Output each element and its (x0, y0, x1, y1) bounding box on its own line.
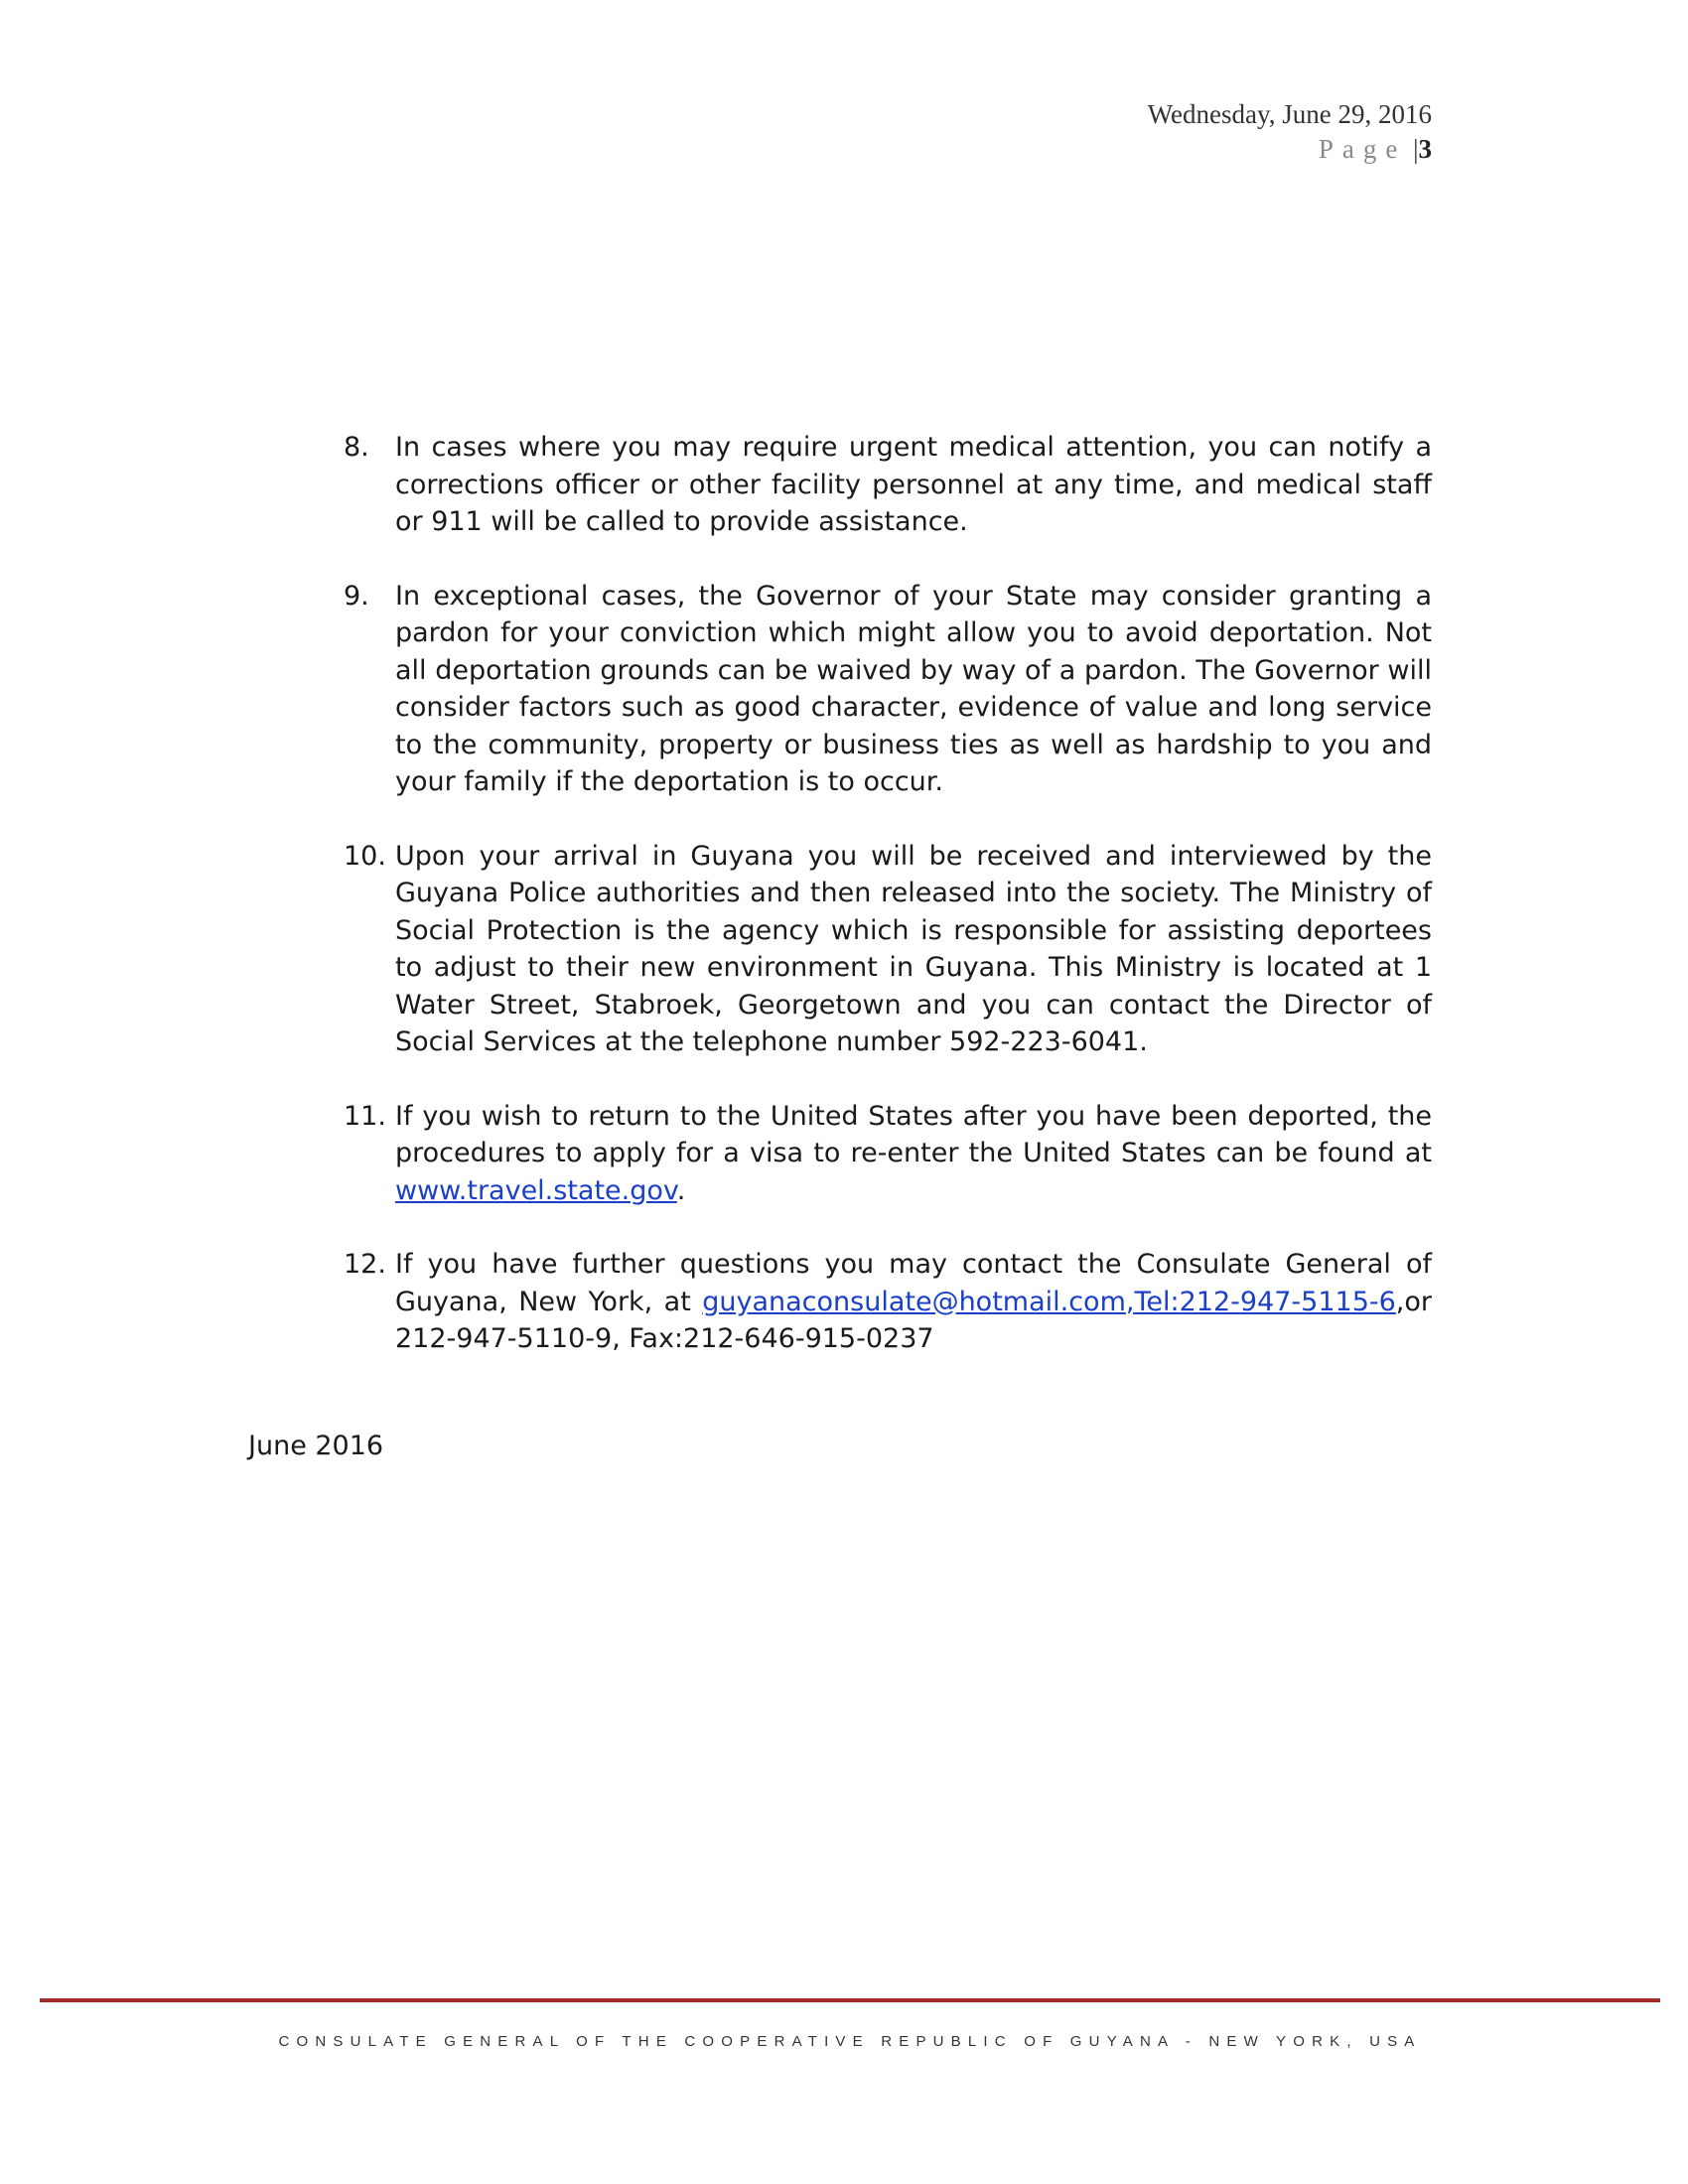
email-link[interactable]: guyanaconsulate@hotmail.com (702, 1286, 1126, 1317)
closing-date: June 2016 (248, 1431, 384, 1461)
item-text-after: . (676, 1174, 686, 1206)
item-number: 12. (344, 1249, 386, 1280)
item-text-before: If you have further questions you may contact the Consulate General of Guyana, New York, at (395, 1249, 1432, 1317)
page-indicator (1148, 132, 1432, 167)
item-text-before: If you wish to return to the United States after you have been deported, the procedures to apply for a visa to re-enter the United States can be found at (395, 1100, 1432, 1168)
item-text-after: ,or 212-947-5110-9, Fax:212-646-915-0237 (395, 1286, 1432, 1354)
footer-divider (40, 1998, 1660, 2002)
footer-organization: CONSULATE GENERAL OF THE COOPERATIVE REPUBLIC OF GUYANA - NEW YORK, USA (278, 2033, 1422, 2050)
item-number: 10. (344, 840, 386, 872)
list-item-9 (344, 578, 1432, 801)
page-number: 3 (1418, 134, 1432, 164)
header-date: Wednesday, June 29, 2016 (1147, 99, 1432, 129)
item-text (395, 1098, 1432, 1210)
list-item-11 (344, 1098, 1432, 1210)
page-label: Page (1318, 134, 1407, 164)
item-number: 8. (344, 432, 369, 463)
item-number: 9. (344, 580, 369, 612)
telephone-link[interactable]: Tel:212-947-5115-6 (1134, 1286, 1396, 1317)
list-item-10 (344, 838, 1432, 1061)
item-text (395, 1246, 1432, 1358)
list-item-8 (344, 429, 1432, 541)
travel-state-link[interactable]: www.travel.state.gov (395, 1174, 677, 1206)
item-text: In exceptional cases, the Governor of your State may consider granting a pardon for your conviction which might allow you to avoid deportation. Not all deportation grounds can be waived by way of a pardon. The Governor will consider factors such as good character, evidence of value and long service to the community, property or business ties as well as hardship to you and your family if the deportation is to occur. (395, 580, 1432, 797)
page-separator: | (1413, 134, 1419, 164)
item-text: In cases where you may require urgent medical attention, you can notify a corrections officer or other facility personnel at any time, and medical staff or 911 will be called to provide assistance. (395, 432, 1432, 537)
page-header (1148, 97, 1432, 167)
item-number: 11. (344, 1100, 386, 1132)
numbered-list (344, 429, 1432, 1395)
item-text: Upon your arrival in Guyana you will be received and interviewed by the Guyana Police authorities and then released into the society. The Ministry of Social Protection is the agency which is responsible for assisting deportees to adjust to their new environment in Guyana. This Ministry is located at 1 Water Street, Stabroek, Georgetown and you can contact the Director of Social Services at the telephone number 592-223-6041. (395, 840, 1432, 1057)
link-separator[interactable]: , (1125, 1286, 1135, 1317)
list-item-12 (344, 1246, 1432, 1358)
